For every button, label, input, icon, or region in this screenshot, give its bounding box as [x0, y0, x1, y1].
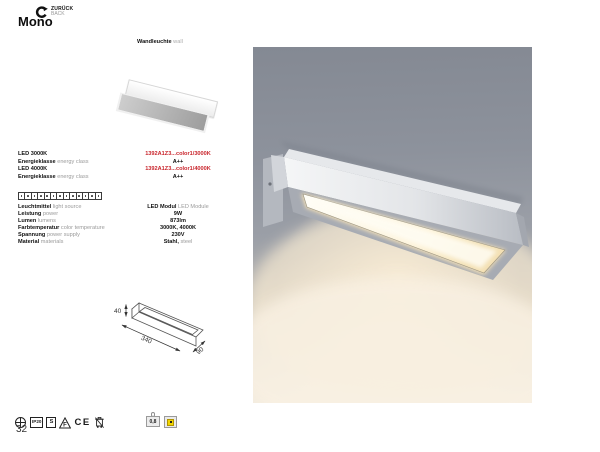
mount-screw: [268, 182, 271, 185]
product-photo: [253, 47, 532, 403]
spec-label-de: Leuchtmittel: [18, 204, 52, 210]
row-label-de: Energieklasse: [18, 173, 56, 180]
back-labels: [51, 6, 73, 17]
table-row: [18, 218, 230, 225]
page-number: 32: [16, 424, 28, 435]
f-triangle-icon: [59, 417, 71, 429]
f-mark-label: F: [63, 422, 68, 429]
order-code: 1392A1Z3...color1/4000K: [145, 166, 211, 173]
spec-value: 230V: [171, 232, 185, 239]
order-table: [18, 151, 230, 181]
category-en: wall: [173, 39, 183, 45]
ce-mark: CE: [74, 417, 91, 428]
dimension-drawing: [106, 294, 224, 374]
table-row: [18, 159, 230, 167]
spec-label-en: lumens: [37, 218, 56, 225]
spec-value-en: LED Module: [177, 204, 209, 210]
spec-label-en: color temperature: [60, 225, 105, 232]
spec-label-de: Lumen: [18, 218, 37, 225]
row-label-en: energy class: [57, 173, 89, 180]
spec-value: 3000K, 4000K: [159, 225, 197, 232]
table-row: [18, 211, 230, 218]
energy-class-value: A++: [172, 158, 184, 165]
weee-bin-icon: [94, 416, 105, 429]
row-label-de: Energieklasse: [18, 158, 56, 165]
category-de: Wandleuchte: [137, 39, 172, 45]
dim-length: 340: [139, 334, 153, 346]
product-thumbnail: [116, 62, 228, 150]
dim-depth: 90: [195, 346, 206, 357]
back-label-de: ZURÜCK: [51, 6, 74, 12]
energy-scale-strip: [18, 192, 102, 200]
certification-icons: [14, 415, 105, 430]
weight-tag: [146, 412, 161, 429]
row-label-de: LED 4000K: [18, 166, 48, 173]
ip-rating-badge: IP20: [30, 417, 43, 428]
spec-label-en: power supply: [46, 232, 80, 239]
color-swatch: [164, 416, 177, 428]
thumbnail-lamp-shape: [113, 78, 219, 144]
weight-value: 0,8: [146, 416, 160, 427]
back-label-en: BACK: [51, 11, 65, 17]
spec-label-en: materials: [40, 239, 64, 246]
row-label-de: LED 3000K: [18, 151, 48, 157]
spec-label-de: Material: [18, 239, 40, 246]
spec-value: Stahl,: [163, 239, 179, 246]
warm-light-spill-lower: [253, 277, 532, 403]
table-row: [18, 174, 230, 182]
table-row: [18, 239, 230, 246]
spec-label-en: light source: [52, 204, 82, 210]
s-mark-badge: S: [46, 417, 56, 427]
spec-value: 873lm: [170, 218, 186, 225]
swatch-yellow-square: [167, 419, 174, 426]
table-row: [18, 151, 230, 159]
page-title: Mono: [18, 14, 53, 29]
spec-label-en: power: [42, 211, 59, 218]
spec-label-de: Farbtemperatur: [18, 225, 60, 232]
category-label: [137, 39, 183, 45]
dim-height: 40: [114, 308, 122, 315]
photo-lamp-rendering: [253, 47, 532, 403]
energy-class-value: A++: [172, 173, 184, 180]
spec-value-en: steel: [180, 239, 193, 246]
spec-label-de: Spannung: [18, 232, 46, 239]
table-row: [18, 166, 230, 174]
row-label-en: energy class: [57, 158, 89, 165]
spec-value: 9W: [173, 211, 183, 218]
spec-table: [18, 204, 230, 247]
order-code: 1392A1Z3...color1/3000K: [145, 151, 211, 157]
table-row: [18, 204, 230, 211]
spec-label-de: Leistung: [18, 211, 42, 218]
table-row: [18, 232, 230, 239]
table-row: [18, 225, 230, 232]
spec-value: LED Modul: [147, 204, 177, 210]
